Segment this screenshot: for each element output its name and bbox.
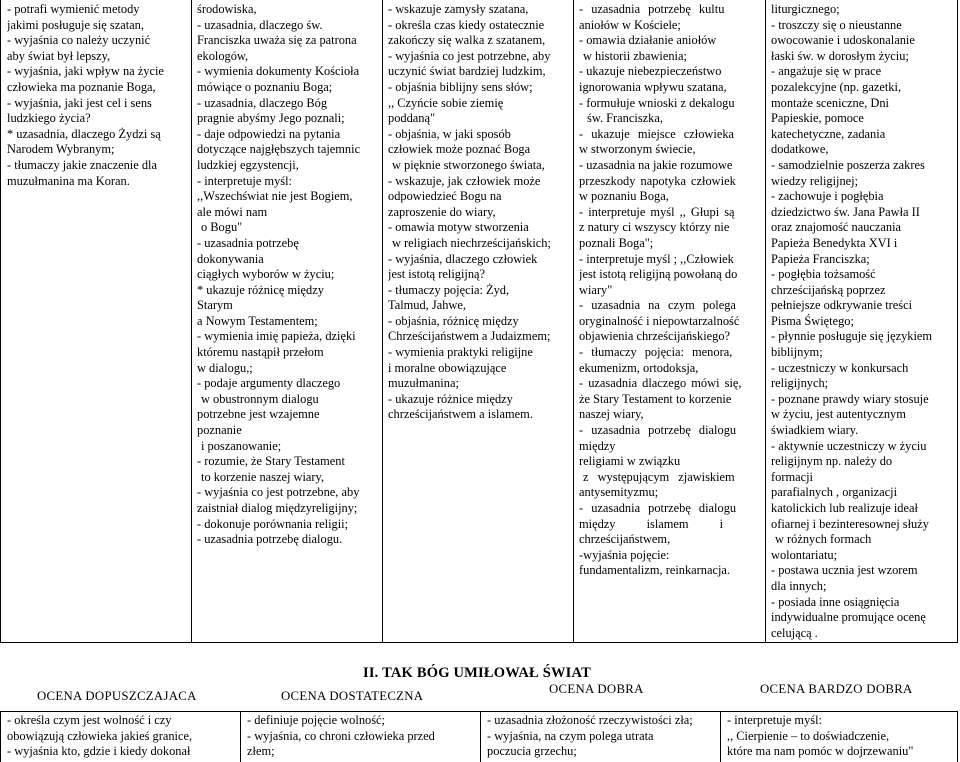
criteria-line: - wskazuje, jak człowiek może <box>388 173 541 188</box>
criteria-line: - podaje argumenty dlaczego <box>197 376 341 391</box>
criteria-line: * ukazuje różnicę między <box>197 282 324 297</box>
criteria-line: antysemityzmu; <box>579 485 659 500</box>
criteria-line: ,, Czyńcie sobie ziemię <box>388 95 504 110</box>
criteria-line: pełniejsze odkrywanie treści <box>771 298 913 313</box>
criteria-line: dziedzictwo św. Jana Pawła II <box>771 204 920 219</box>
criteria-line: dla innych; <box>771 578 827 593</box>
criteria-line: liturgicznego; <box>771 2 840 16</box>
criteria-line: zaproszenie do wiary, <box>388 204 496 219</box>
grade-cell-line: które ma nam pomóc w dojrzewaniu" <box>727 744 914 759</box>
grades-border-left <box>0 711 1 762</box>
table-border-left <box>0 0 1 643</box>
criteria-line: - wyjaśnia, jaki wpływ na życie <box>7 64 164 79</box>
criteria-line: - wyjaśnia co należy uczynić <box>7 33 151 48</box>
criteria-line: objawienia chrześcijańskiego? <box>579 329 731 344</box>
criteria-line: - wymienia dokumenty Kościoła <box>197 64 360 79</box>
criteria-line: Narodem Wybranym; <box>7 142 115 157</box>
criteria-line: - płynnie posługuje się językiem <box>771 329 933 344</box>
criteria-line: - uzasadnia na czym polega <box>579 298 736 313</box>
criteria-line: - uzasadnia potrzebę dialogu <box>579 423 737 438</box>
grades-divider-2 <box>480 711 481 762</box>
criteria-line: w obustronnym dialogu <box>201 391 319 406</box>
criteria-line: celującą . <box>771 625 818 640</box>
criteria-line: pragnie abyśmy Jego poznali; <box>197 111 345 126</box>
criteria-line: - uzasadnia, dlaczego św. <box>197 17 323 32</box>
criteria-line: jest istotą religijną? <box>388 267 486 282</box>
criteria-line: ekologów, <box>197 48 249 63</box>
criteria-line: - rozumie, że Stary Testament <box>197 454 345 469</box>
criteria-line: - poznane prawdy wiary stosuje <box>771 391 929 406</box>
grade-cell-line: - interpretuje myśl: <box>727 713 822 727</box>
criteria-column-3 <box>388 2 570 423</box>
criteria-line: chrześcijańską poprzez <box>771 282 886 297</box>
criteria-line: świadkiem wiary. <box>771 423 859 438</box>
criteria-line: dotyczące najgłębszych tajemnic <box>197 142 361 157</box>
criteria-line: człowieka ma poznanie Boga, <box>7 79 156 94</box>
criteria-line: w religiach niechrześcijańskich; <box>392 235 551 250</box>
criteria-line: * uzasadnia, dlaczego Żydzi są <box>7 126 161 141</box>
criteria-line: zaistniał dialog międzyreligijny; <box>197 501 358 515</box>
criteria-line: potrzebne jest wzajemne <box>197 407 320 422</box>
criteria-line: poznanie <box>197 423 242 438</box>
criteria-line: wolontariatu; <box>771 547 838 562</box>
criteria-line: pozalekcyjne (np. gazetki, <box>771 79 902 94</box>
criteria-line: o Bogu" <box>201 220 243 235</box>
criteria-line: oryginalność i niepowtarzalność <box>579 313 740 328</box>
criteria-line: - interpretuje myśl ,, Głupi są <box>579 204 735 219</box>
criteria-line: muzułmanina; <box>388 376 459 391</box>
criteria-line: - wyjaśnia, jaki jest cel i sens <box>7 95 152 110</box>
criteria-line: - wymienia imię papieża, dzięki <box>197 329 356 344</box>
table-divider-2 <box>382 0 383 643</box>
criteria-line: któremu nastąpił przełom <box>197 345 324 360</box>
criteria-line: katolickich lub realizuje ideał <box>771 501 918 515</box>
table-divider-4 <box>765 0 766 643</box>
criteria-line: środowiska, <box>197 2 257 16</box>
criteria-line: wiary" <box>579 282 613 297</box>
table-border-right <box>957 0 958 643</box>
criteria-line: - uzasadnia potrzebę <box>197 235 299 250</box>
criteria-line: katechetyczne, zadania <box>771 126 886 141</box>
table-divider-3 <box>573 0 574 643</box>
criteria-line: poddaną" <box>388 111 436 126</box>
criteria-line: - omawia działanie aniołów <box>579 33 717 48</box>
grade-cell-line: - definiuje pojęcie wolność; <box>247 713 385 727</box>
section-title: II. TAK BÓG UMIŁOWAŁ ŚWIAT <box>363 665 591 681</box>
criteria-line: - uzasadnia potrzebę kultu <box>579 2 725 16</box>
criteria-line: - samodzielnie poszerza zakres <box>771 157 925 172</box>
criteria-line: w dialogu,; <box>197 360 253 375</box>
criteria-line: - interpretuje myśl ; ,,Człowiek <box>579 251 734 266</box>
criteria-line: ,,Wszechświat nie jest Bogiem, <box>197 189 353 204</box>
criteria-line: - potrafi wymienić metody <box>7 2 140 16</box>
criteria-line: w różnych formach <box>775 532 872 547</box>
grade-cell-line: - wyjaśnia, na czym polega utrata <box>487 728 654 743</box>
criteria-line: przeszkody napotyka człowiek <box>579 173 736 188</box>
criteria-line: - objaśnia biblijny sens słów; <box>388 79 533 94</box>
criteria-line: - wyjaśnia, dlaczego człowiek <box>388 251 538 266</box>
criteria-line: że Stary Testament to korzenie <box>579 391 732 406</box>
criteria-line: - uzasadnia potrzebę dialogu. <box>197 532 343 547</box>
criteria-line: - interpretuje myśl: <box>197 173 292 188</box>
criteria-line: - ukazuje różnice między <box>388 391 513 406</box>
criteria-line: Chrześcijaństwem a Judaizmem; <box>388 329 551 344</box>
criteria-line: - wyjaśnia co jest potrzebne, aby <box>388 48 551 63</box>
grade-header-dobra: OCENA DOBRA <box>549 682 644 696</box>
criteria-line: Papieskie, pomoce <box>771 111 864 126</box>
criteria-line: w poznaniu Boga, <box>579 189 669 204</box>
criteria-line: - tłumaczy pojęcia: Żyd, <box>388 282 510 297</box>
grade-header-dostateczna: OCENA DOSTATECZNA <box>281 689 424 703</box>
criteria-line: Starym <box>197 298 233 313</box>
criteria-line: - formułuje wnioski z dekalogu <box>579 95 735 110</box>
criteria-line: łaski św. w dorosłym życiu; <box>771 48 909 63</box>
criteria-line: - tłumaczy jakie znaczenie dla <box>7 157 157 172</box>
grade-cell-bardzo-dobra <box>727 713 956 760</box>
criteria-line: ekumenizm, ortodoksja, <box>579 360 699 375</box>
grade-cell-dostateczna <box>247 713 477 760</box>
criteria-line: - aktywnie uczestniczy w życiu <box>771 438 927 453</box>
criteria-line: a Nowym Testamentem; <box>197 313 318 328</box>
criteria-line: muzułmanina ma Koran. <box>7 173 130 188</box>
criteria-line: ludzkiego życia? <box>7 111 91 126</box>
grade-cell-dopuszczajaca <box>7 713 237 760</box>
criteria-line: Papieża Benedykta XVI i <box>771 235 898 250</box>
criteria-line: - uczestniczy w konkursach <box>771 360 909 375</box>
criteria-line: oraz znajomość nauczania <box>771 220 902 235</box>
criteria-line: - ukazuje miejsce człowieka <box>579 126 735 141</box>
criteria-line: dodatkowe, <box>771 142 829 157</box>
criteria-line: religijnych; <box>771 376 829 391</box>
criteria-line: ludzkiej egzystencji, <box>197 157 299 172</box>
grades-header-bottom <box>0 711 958 712</box>
criteria-line: - zachowuje i pogłębia <box>771 189 884 204</box>
criteria-line: - angażuje się w prace <box>771 64 882 79</box>
criteria-line: - ukazuje niebezpieczeństwo <box>579 64 722 79</box>
grade-cell-line: - wyjaśnia kto, gdzie i kiedy dokonał <box>7 744 191 759</box>
criteria-line: Talmud, Jahwe, <box>388 298 466 313</box>
criteria-line: - posiada inne osiągnięcia <box>771 594 900 609</box>
criteria-line: św. Franciszka, <box>587 111 663 126</box>
criteria-line: w stworzonym świecie, <box>579 142 696 157</box>
criteria-line: i poszanowanie; <box>201 438 282 453</box>
criteria-line: - uzasadnia, dlaczego Bóg <box>197 95 328 110</box>
criteria-line: w historii zbawienia; <box>583 48 687 63</box>
criteria-line: chrześcijaństwem a islamem. <box>388 407 533 422</box>
criteria-line: - dokonuje porównania religii; <box>197 516 349 531</box>
criteria-line: - daje odpowiedzi na pytania <box>197 126 341 141</box>
criteria-line: - wskazuje zamysły szatana, <box>388 2 529 16</box>
criteria-line: ciągłych wyborów w życiu; <box>197 267 335 282</box>
criteria-line: z natury ci wszyscy którzy nie <box>579 220 730 235</box>
criteria-line: odpowiedzieć Bogu na <box>388 189 502 204</box>
criteria-line: mówiące o poznaniu Boga; <box>197 79 333 94</box>
grade-cell-line: - określa czym jest wolność i czy <box>7 713 172 727</box>
criteria-column-5 <box>771 2 955 641</box>
criteria-line: indywidualne promujące ocenę <box>771 610 926 625</box>
grade-cell-line: - wyjaśnia, co chroni człowieka przed <box>247 728 435 743</box>
criteria-line: Franciszka uważa się za patrona <box>197 33 357 48</box>
criteria-line: - tłumaczy pojęcia: menora, <box>579 345 733 360</box>
grade-cell-line: złem; <box>247 744 275 759</box>
criteria-line: - wymienia praktyki religijne <box>388 345 533 360</box>
criteria-line: jakimi posługuje się szatan, <box>7 17 144 32</box>
criteria-line: między islamem i <box>579 516 724 531</box>
table-bottom-border <box>0 642 958 643</box>
grades-border-right <box>957 711 958 762</box>
grade-cell-dobra <box>487 713 717 760</box>
criteria-line: - omawia motyw stworzenia <box>388 220 529 235</box>
criteria-line: fundamentalizm, reinkarnacja. <box>579 563 731 578</box>
criteria-line: -wyjaśnia pojęcie: <box>579 547 670 562</box>
criteria-line: Papieża Franciszka; <box>771 251 870 266</box>
grade-cell-line: ,, Cierpienie – to doświadczenie, <box>727 728 890 743</box>
criteria-line: - troszczy się o nieustanne <box>771 17 902 32</box>
criteria-line: jest istotą religijną powołaną do <box>579 267 738 282</box>
criteria-column-2 <box>197 2 379 548</box>
criteria-line: uczynić świat bardziej ludzkim, <box>388 64 546 79</box>
criteria-line: owocowanie i udoskonalanie <box>771 33 915 48</box>
criteria-line: ofiarnej i bezinteresownej służy <box>771 516 929 531</box>
criteria-line: w pięknie stworzonego świata, <box>392 157 545 172</box>
criteria-line: religiami w związku <box>579 454 681 469</box>
criteria-line: - określa czas kiedy ostatecznie <box>388 17 545 32</box>
criteria-line: - pogłębia tożsamość <box>771 267 876 282</box>
criteria-line: montaże sceniczne, Dni <box>771 95 890 110</box>
grade-cell-line: - uzasadnia złożoność rzeczywistości zła; <box>487 713 693 727</box>
criteria-line: - wyjaśnia co jest potrzebne, aby <box>197 485 360 500</box>
criteria-line: - objaśnia, różnicę między <box>388 313 519 328</box>
criteria-line: między <box>579 438 616 453</box>
criteria-line: religijnym np. należy do <box>771 454 893 469</box>
criteria-line: Pisma Świętego; <box>771 313 854 328</box>
criteria-line: naszej wiary, <box>579 407 644 422</box>
criteria-line: - uzasadnia dlaczego mówi się, <box>579 376 742 391</box>
grade-cell-line: obowiązują człowieka jakieś granice, <box>7 728 193 743</box>
criteria-line: i moralne obowiązujące <box>388 360 507 375</box>
criteria-line: - uzasadnia na jakie rozumowe <box>579 157 733 172</box>
criteria-line: ignorowania wpływu szatana, <box>579 79 727 94</box>
criteria-line: człowiek może poznać Boga <box>388 142 531 157</box>
grade-header-dopuszczajaca: OCENA DOPUSZCZAJACA <box>37 689 197 703</box>
criteria-column-4 <box>579 2 762 579</box>
table-divider-1 <box>191 0 192 643</box>
grade-header-bardzo-dobra: OCENA BARDZO DOBRA <box>760 682 913 696</box>
criteria-line: chrześcijaństwem, <box>579 532 671 547</box>
criteria-line: wiedzy religijnej; <box>771 173 859 188</box>
criteria-line: parafialnych , organizacji <box>771 485 898 500</box>
criteria-line: formacji <box>771 469 813 484</box>
criteria-line: ale mówi nam <box>197 204 268 219</box>
criteria-line: z występującym zjawiskiem <box>583 469 735 484</box>
criteria-line: aniołów w Kościele; <box>579 17 681 32</box>
criteria-column-1 <box>7 2 187 189</box>
criteria-line: - uzasadnia potrzebę dialogu <box>579 501 737 515</box>
criteria-line: zakończy się walka z szatanem, <box>388 33 546 48</box>
criteria-line: biblijnym; <box>771 345 823 360</box>
criteria-line: poznali Boga"; <box>579 235 654 250</box>
criteria-line: dokonywania <box>197 251 264 266</box>
grade-cell-line: poczucia grzechu; <box>487 744 577 759</box>
criteria-line: aby świat był lepszy, <box>7 48 111 63</box>
grades-divider-3 <box>720 711 721 762</box>
grades-divider-1 <box>240 711 241 762</box>
criteria-line: - postawa ucznia jest wzorem <box>771 563 918 578</box>
criteria-line: w życiu, jest autentycznym <box>771 407 906 422</box>
criteria-line: to korzenie naszej wiary, <box>201 469 325 484</box>
criteria-line: - objaśnia, w jaki sposób <box>388 126 511 141</box>
